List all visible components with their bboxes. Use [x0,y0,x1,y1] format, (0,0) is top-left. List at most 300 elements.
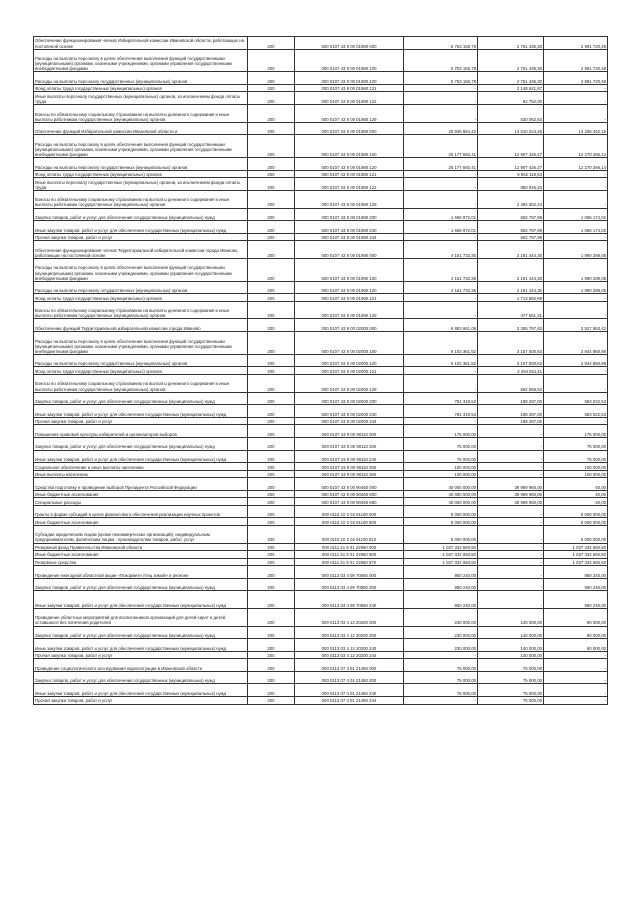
row-code-cell: 200 [248,525,295,543]
row-name-cell: Расходы на выплаты персоналу государственных (муниципальных) органов [34,158,248,171]
row-code-cell: 200 [248,208,295,221]
row-approved-cell: - [404,84,478,92]
row-approved-cell: 5 000 000,00 [404,505,478,518]
row-unexecuted-cell: 90 000,00 [544,639,608,652]
row-name-cell: Прочая закупка товаров, работ и услуг [34,651,248,659]
row-executed-cell: 12 907 426,27 [478,158,544,171]
row-unexecuted-cell: - [544,233,608,241]
table-row [34,417,608,425]
row-unexecuted-cell: - [544,170,608,178]
row-kbk-cell: 000 0111 41 9 01 22960 800 [295,551,404,559]
row-name-cell: Иные бюджетные ассигнования [34,551,248,559]
row-code-cell: 200 [248,490,295,498]
row-name-cell: Иные бюджетные ассигнования [34,518,248,526]
table-row [34,671,608,684]
row-kbk-cell: 000 0113 07 4 01 21450 000 [295,659,404,672]
row-kbk-cell: 000 0107 43 9 00 02000 120 [295,354,404,367]
row-approved-cell: 100 000,00 [404,470,478,478]
table-row [34,208,608,221]
row-unexecuted-cell: 1 037 332 660,50 [544,558,608,566]
table-row [34,437,608,450]
row-kbk-cell: 000 0107 43 9 00 01980 129 [295,190,404,208]
row-approved-cell: 6 102 361,52 [404,354,478,367]
row-executed-cell: 2 191 444,30 [478,281,544,294]
row-unexecuted-cell: - [544,301,608,319]
row-name-cell: Прочая закупка товаров, работ и услуг [34,697,248,705]
row-unexecuted-cell: 2 944 860,89 [544,332,608,355]
row-name-cell: Проведение ежегодной областной акции «Покормите птиц зимой» в регионе [34,566,248,579]
row-code-cell: 200 [248,591,295,609]
row-unexecuted-cell: 40,00 [544,498,608,506]
row-kbk-cell: 000 0107 43 9 00 01980 122 [295,92,404,105]
row-executed-cell: 2 191 444,30 [478,258,544,281]
row-code-cell: 200 [248,241,295,259]
row-name-cell: Иные выплаты персоналу государственных (муниципальных) органов, за исключением фонда оплаты труда [34,178,248,191]
row-executed-cell: - [478,558,544,566]
row-approved-cell: 100 000,00 [404,463,478,471]
table-row [34,551,608,559]
row-approved-cell: - [404,301,478,319]
row-approved-cell: - [404,105,478,123]
row-code-cell: 200 [248,92,295,105]
row-code-cell: 200 [248,233,295,241]
row-approved-cell: 781 319,53 [404,405,478,418]
row-code-cell: 200 [248,425,295,438]
row-kbk-cell: 000 0107 43 9 00 90460 000 [295,478,404,491]
row-kbk-cell: 000 0107 43 9 00 02000 244 [295,417,404,425]
row-approved-cell: 4 161 732,35 [404,241,478,259]
row-approved-cell: 40 000 000,00 [404,490,478,498]
row-approved-cell: 40 000 000,00 [404,498,478,506]
row-kbk-cell: 000 0107 43 9 00 01990 129 [295,301,404,319]
row-kbk-cell: 000 0107 43 9 00 90460 800 [295,490,404,498]
row-kbk-cell: 000 0107 43 9 00 01980 100 [295,49,404,72]
row-name-cell: Взносы по обязательному социальному страхованию на выплаты денежного содержания и иные выплаты работникам государственных (муниципальных) органов [34,301,248,319]
row-code-cell: 200 [248,122,295,135]
row-name-cell: Иные закупки товаров, работ и услуг для обеспечения государственных (муниципальных) нужд [34,591,248,609]
table-row [34,608,608,626]
row-approved-cell: 75 000,00 [404,671,478,684]
row-approved-cell: - [404,374,478,392]
row-kbk-cell: 000 0107 43 9 00 01980 200 [295,208,404,221]
row-kbk-cell: 000 0107 43 9 00 02000 100 [295,332,404,355]
row-code-cell: 200 [248,281,295,294]
row-unexecuted-cell: 75 000,00 [544,450,608,463]
row-executed-cell: - [478,578,544,591]
table-row [34,122,608,135]
table-row [34,105,608,123]
row-code-cell: 200 [248,221,295,234]
row-approved-cell: 75 000,00 [404,437,478,450]
row-unexecuted-cell: 5 000 000,00 [544,525,608,543]
row-kbk-cell: 000 0113 03 4 12 20200 000 [295,608,404,626]
row-kbk-cell: 000 0107 43 9 00 01980 120 [295,158,404,171]
row-unexecuted-cell: 5 000 000,00 [544,505,608,518]
report-page [33,36,607,705]
row-name-cell: Резервный фонд Правительства Ивановской области [34,543,248,551]
table-row [34,354,608,367]
row-executed-cell: 2 761 436,30 [478,49,544,72]
row-code-cell: 200 [248,178,295,191]
table-row [34,294,608,302]
table-row [34,463,608,471]
row-executed-cell: 140 000,00 [478,608,544,626]
row-approved-cell: 1 037 332 660,50 [404,558,478,566]
table-row [34,49,608,72]
table-row [34,301,608,319]
row-executed-cell: 39 999 960,00 [478,490,544,498]
row-kbk-cell: 000 0107 43 9 00 01980 244 [295,233,404,241]
row-unexecuted-cell: 13 336 442,16 [544,122,608,135]
row-name-cell: Закупка товаров, работ и услуг для обеспечения государственных (муниципальных) нужд [34,578,248,591]
row-executed-cell: 198 297,00 [478,417,544,425]
row-code-cell: 200 [248,49,295,72]
row-unexecuted-cell: - [544,697,608,705]
row-code-cell: 200 [248,319,295,332]
row-unexecuted-cell: 90 000,00 [544,608,608,626]
row-unexecuted-cell: 1 037 332 660,50 [544,551,608,559]
row-code-cell: 200 [248,470,295,478]
row-approved-cell: - [404,233,478,241]
row-kbk-cell: 000 0107 43 9 00 02000 121 [295,367,404,375]
row-name-cell: Иные закупки товаров, работ и услуг для обеспечения государственных (муниципальных) нужд [34,221,248,234]
row-approved-cell: 1 037 332 660,50 [404,551,478,559]
row-code-cell: 200 [248,578,295,591]
table-row [34,450,608,463]
row-kbk-cell: 000 0113 07 4 01 21450 240 [295,684,404,697]
row-code-cell: 200 [248,84,295,92]
row-unexecuted-cell: - [544,684,608,697]
row-name-cell: Иные выплаты персоналу государственных (муниципальных) органов, за исключением фонда оплаты труда [34,92,248,105]
row-approved-cell: 230 000,00 [404,639,478,652]
row-name-cell: Расходы на выплаты персоналу государственных (муниципальных) органов [34,72,248,85]
row-name-cell: Закупка товаров, работ и услуг для обеспечения государственных (муниципальных) нужд [34,671,248,684]
row-approved-cell: - [404,92,478,105]
table-row [34,158,608,171]
row-kbk-cell: 000 0113 03 4 09 70580 000 [295,566,404,579]
row-code-cell: 200 [248,463,295,471]
row-unexecuted-cell: 1 037 332 660,50 [544,543,608,551]
row-unexecuted-cell: 40,00 [544,478,608,491]
row-approved-cell: 5 753 156,78 [404,49,478,72]
row-code-cell: 200 [248,566,295,579]
row-code-cell: 200 [248,558,295,566]
row-kbk-cell: 000 0107 43 9 00 01990 000 [295,241,404,259]
row-name-cell: Иные закупки товаров, работ и услуг для обеспечения государственных (муниципальных) нужд [34,684,248,697]
row-kbk-cell: 000 0107 43 9 00 01980 240 [295,221,404,234]
row-name-cell: Закупка товаров, работ и услуг для обеспечения государственных (муниципальных) нужд [34,208,248,221]
row-executed-cell: - [478,425,544,438]
row-unexecuted-cell: - [544,92,608,105]
row-name-cell: Закупка товаров, работ и услуг для обеспечения государственных (муниципальных) нужд [34,437,248,450]
row-name-cell: Фонд оплаты труда государственных (муниципальных) органов [34,294,248,302]
row-name-cell: Повышение правовой культуры избирателей и организаторов выборов [34,425,248,438]
row-unexecuted-cell: 950 240,00 [544,566,608,579]
row-name-cell: Взносы по обязательному социальному страхованию на выплаты денежного содержания и иные выплаты работникам государственных (муниципальных) органов [34,374,248,392]
budget-execution-table [33,36,608,705]
row-unexecuted-cell: 100 000,00 [544,470,608,478]
table-row [34,651,608,659]
row-kbk-cell: 000 0107 43 9 00 01990 120 [295,281,404,294]
row-code-cell: 200 [248,354,295,367]
row-approved-cell: 40 000 000,00 [404,478,478,491]
row-kbk-cell: 000 0107 43 9 00 90460 880 [295,498,404,506]
row-kbk-cell: 000 0113 03 4 09 70580 240 [295,591,404,609]
row-name-cell: Проведение социологического исследования наркоситуации в Ивановской области [34,659,248,672]
row-code-cell: 200 [248,697,295,705]
row-unexecuted-cell: - [544,659,608,672]
row-executed-cell: 140 000,00 [478,651,544,659]
row-unexecuted-cell: 1 066 174,02 [544,221,608,234]
table-row [34,558,608,566]
table-row [34,470,608,478]
table-row [34,374,608,392]
row-executed-cell: 2 494 931,11 [478,367,544,375]
table-row [34,281,608,294]
row-executed-cell: - [478,551,544,559]
table-row [34,72,608,85]
row-name-cell: Взносы по обязательному социальному страхованию на выплаты денежного содержания и иные выплаты работникам государственных (муниципальных) органов [34,190,248,208]
row-kbk-cell: 000 0107 43 9 00 90110 240 [295,450,404,463]
row-kbk-cell: 000 0113 03 4 12 20200 244 [295,651,404,659]
table-row [34,135,608,158]
row-executed-cell: 602 797,99 [478,233,544,241]
table-row [34,319,608,332]
row-executed-cell: 602 797,99 [478,208,544,221]
row-unexecuted-cell: - [544,84,608,92]
row-executed-cell: 140 000,00 [478,639,544,652]
row-name-cell: Закупка товаров, работ и услуг для обеспечения государственных (муниципальных) нужд [34,392,248,405]
row-executed-cell: - [478,505,544,518]
row-kbk-cell: 000 0113 03 4 12 20200 200 [295,626,404,639]
row-kbk-cell: 000 0107 43 9 00 01980 122 [295,178,404,191]
row-executed-cell: 13 510 224,26 [478,122,544,135]
row-approved-cell: - [404,170,478,178]
row-unexecuted-cell: 2 991 720,48 [544,49,608,72]
row-approved-cell: 4 161 732,35 [404,258,478,281]
row-executed-cell: 2 761 436,30 [478,72,544,85]
table-row [34,498,608,506]
row-kbk-cell: 000 0107 43 9 00 90110 300 [295,463,404,471]
row-executed-cell: 3 355 797,63 [478,319,544,332]
row-kbk-cell: 000 0111 41 9 01 22960 870 [295,558,404,566]
row-executed-cell: 39 999 960,00 [478,478,544,491]
table-row [34,425,608,438]
row-name-cell: Средства подготовку и проведение выборов Президента Российской Федерации [34,478,248,491]
table-row [34,518,608,526]
row-executed-cell: 602 797,99 [478,221,544,234]
row-unexecuted-cell: 3 527 863,42 [544,319,608,332]
table-row [34,392,608,405]
row-unexecuted-cell: - [544,190,608,208]
row-executed-cell: - [478,543,544,551]
row-name-cell: Субсидии юридическим лицам (кроме некоммерческих организаций), индивидуальным предпринимателям, физическим лицам - производителям товаров, работ, услуг [34,525,248,543]
table-row [34,233,608,241]
row-approved-cell: 230 000,00 [404,608,478,626]
row-kbk-cell: 000 0110 10 2 02 61100 800 [295,518,404,526]
row-name-cell: Иные закупки товаров, работ и услуг для обеспечения государственных (муниципальных) нужд [34,639,248,652]
row-unexecuted-cell: 2 991 720,48 [544,72,608,85]
row-executed-cell: 662 569,52 [478,374,544,392]
row-executed-cell: - [478,591,544,609]
row-approved-cell: 25 177 692,41 [404,135,478,158]
table-row [34,92,608,105]
row-code-cell: 200 [248,374,295,392]
table-row [34,221,608,234]
table-row [34,566,608,579]
table-row [34,332,608,355]
row-code-cell: 200 [248,651,295,659]
row-executed-cell: 530 062,63 [478,105,544,123]
row-unexecuted-cell: - [544,671,608,684]
row-code-cell: 200 [248,72,295,85]
row-executed-cell: 1 713 882,99 [478,294,544,302]
row-name-cell: Прочая закупка товаров, работ и услуг [34,233,248,241]
row-name-cell: Иные закупки товаров, работ и услуг для обеспечения государственных (муниципальных) нужд [34,450,248,463]
row-kbk-cell: 000 0107 43 9 00 02000 240 [295,405,404,418]
row-code-cell: 200 [248,392,295,405]
row-code-cell: 200 [248,170,295,178]
row-name-cell: Прочая закупка товаров, работ и услуг [34,417,248,425]
table-row [34,190,608,208]
row-name-cell: Социальное обеспечение и иные выплаты населению [34,463,248,471]
row-kbk-cell: 000 0107 43 9 00 01990 121 [295,294,404,302]
row-kbk-cell: 000 0107 43 9 00 02000 200 [295,392,404,405]
row-approved-cell: 4 161 732,35 [404,281,478,294]
table-row [34,697,608,705]
row-code-cell: 200 [248,301,295,319]
row-unexecuted-cell: 40,00 [544,490,608,498]
row-code-cell: 200 [248,518,295,526]
row-approved-cell: - [404,178,478,191]
row-executed-cell: 75 000,00 [478,684,544,697]
row-executed-cell: 2 191 444,30 [478,241,544,259]
table-row [34,659,608,672]
row-kbk-cell: 000 0110 10 2 02 61100 810 [295,525,404,543]
row-kbk-cell: 000 0113 07 4 01 21450 244 [295,697,404,705]
table-row [34,578,608,591]
row-code-cell: 200 [248,158,295,171]
row-unexecuted-cell: 950 240,00 [544,591,608,609]
table-row [34,505,608,518]
row-unexecuted-cell: - [544,178,608,191]
table-row [34,37,608,50]
row-executed-cell: 75 000,00 [478,697,544,705]
table-row [34,543,608,551]
row-code-cell: 200 [248,135,295,158]
row-unexecuted-cell: 1 066 174,02 [544,208,608,221]
row-code-cell: 200 [248,37,295,50]
row-code-cell: 200 [248,105,295,123]
row-approved-cell: 5 000 000,00 [404,518,478,526]
row-executed-cell: - [478,437,544,450]
row-code-cell: 200 [248,417,295,425]
row-approved-cell: - [404,651,478,659]
row-kbk-cell: 000 0111 41 9 01 22960 000 [295,543,404,551]
table-row [34,170,608,178]
row-name-cell: Гранты в форме субсидий в целях финансового обеспечения реализации научных проектов [34,505,248,518]
row-kbk-cell: 000 0107 43 9 00 90110 360 [295,470,404,478]
row-name-cell: Иные закупки товаров, работ и услуг для обеспечения государственных (муниципальных) нужд [34,405,248,418]
row-kbk-cell: 000 0113 07 4 01 21450 200 [295,671,404,684]
row-code-cell: 200 [248,367,295,375]
row-kbk-cell: 000 0107 43 9 00 01980 000 [295,37,404,50]
row-name-cell: Обеспечение функций Территориальной избирательной комиссии города Иваново [34,319,248,332]
row-name-cell: Расходы на выплаты персоналу в целях обеспечения выполнения функций государственными (муниципальными) органами, казенными учреждениями, органами управления государственными внебюджетными фондами [34,332,248,355]
row-executed-cell: 2 761 436,30 [478,37,544,50]
row-unexecuted-cell: 583 022,53 [544,405,608,418]
row-approved-cell: 781 319,53 [404,392,478,405]
row-executed-cell: - [478,518,544,526]
row-executed-cell: - [478,566,544,579]
row-code-cell: 200 [248,294,295,302]
row-approved-cell: 1 668 972,01 [404,208,478,221]
row-unexecuted-cell: 950 240,00 [544,578,608,591]
row-name-cell: Расходы на выплаты персоналу в целях обеспечения выполнения функций государственными (муниципальными) органами, казенными учреждениями, органами управления государственными внебюджетными фондами [34,135,248,158]
row-code-cell: 200 [248,626,295,639]
row-code-cell: 200 [248,639,295,652]
row-name-cell: Обеспечение функций Избирательной комиссии Ивановской области и [34,122,248,135]
row-kbk-cell: 000 0107 43 9 00 90110 000 [295,425,404,438]
row-unexecuted-cell: 1 990 288,05 [544,241,608,259]
row-approved-cell: - [404,294,478,302]
table-row [34,405,608,418]
row-code-cell: 200 [248,478,295,491]
row-unexecuted-cell: - [544,105,608,123]
table-row [34,258,608,281]
table-row [34,367,608,375]
row-code-cell: 200 [248,659,295,672]
row-code-cell: 200 [248,684,295,697]
table-row [34,84,608,92]
row-code-cell: 200 [248,671,295,684]
row-kbk-cell: 000 0110 10 2 02 61100 000 [295,505,404,518]
row-approved-cell: - [404,190,478,208]
row-approved-cell: 6 883 661,06 [404,319,478,332]
table-row [34,626,608,639]
row-executed-cell: 850 945,20 [478,178,544,191]
row-name-cell: Фонд оплаты труда государственных (муниципальных) органов [34,84,248,92]
row-unexecuted-cell: - [544,417,608,425]
row-code-cell: 200 [248,405,295,418]
row-executed-cell: 3 157 500,63 [478,332,544,355]
row-unexecuted-cell: - [544,651,608,659]
row-executed-cell: 198 297,00 [478,392,544,405]
row-kbk-cell: 000 0107 43 9 00 01980 129 [295,105,404,123]
row-code-cell: 200 [248,437,295,450]
row-unexecuted-cell: 90 000,00 [544,626,608,639]
table-row [34,478,608,491]
row-name-cell: Расходы на выплаты персоналу в целях обеспечения выполнения функций государственными (муниципальными) органами, казенными учреждениями, органами управления государственными внебюджетными фондами [34,49,248,72]
row-kbk-cell: 000 0113 03 4 12 20200 240 [295,639,404,652]
table-body [34,37,608,705]
row-name-cell: Закупка товаров, работ и услуг для обеспечения государственных (муниципальных) нужд [34,626,248,639]
row-name-cell: Иные выплаты населению [34,470,248,478]
row-code-cell: 200 [248,608,295,626]
row-approved-cell: 25 846 664,42 [404,122,478,135]
row-approved-cell: 175 000,00 [404,425,478,438]
row-approved-cell: 5 000 000,00 [404,525,478,543]
row-approved-cell: 230 000,00 [404,626,478,639]
row-kbk-cell: 000 0107 43 9 00 90110 200 [295,437,404,450]
table-row [34,684,608,697]
row-code-cell: 200 [248,332,295,355]
row-code-cell: 200 [248,543,295,551]
table-row [34,241,608,259]
row-executed-cell: - [478,463,544,471]
row-kbk-cell: 000 0107 43 9 00 01980 120 [295,72,404,85]
row-code-cell: 200 [248,551,295,559]
